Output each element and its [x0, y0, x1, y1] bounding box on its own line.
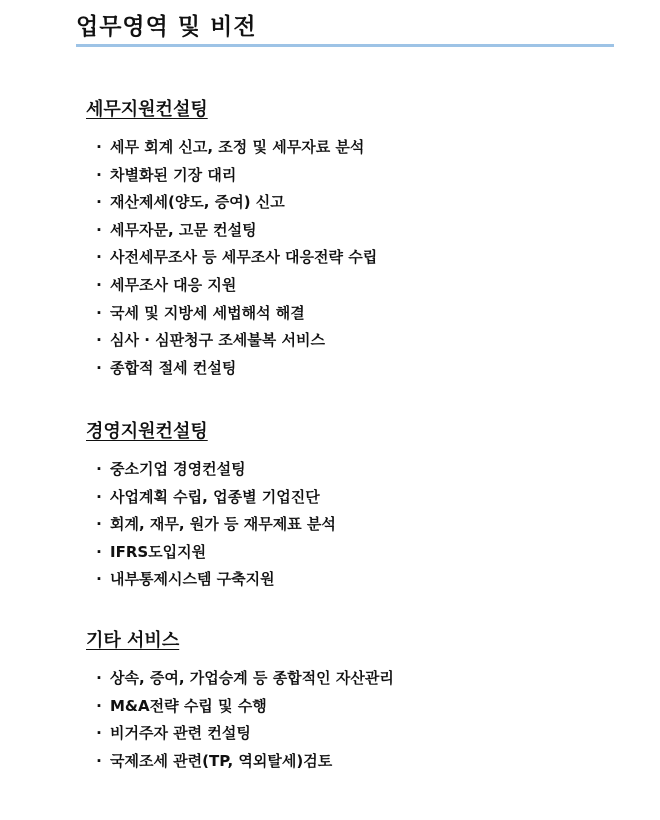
list-item-text: 사전세무조사 등 세무조사 대응전략 수립	[110, 248, 378, 267]
list-item	[86, 566, 626, 594]
service-list	[86, 134, 626, 382]
list-item	[86, 162, 626, 190]
service-list	[86, 456, 626, 594]
list-item	[86, 272, 626, 300]
list-item-text: 상속, 증여, 가업승계 등 종합적인 자산관리	[110, 669, 394, 687]
service-list	[86, 665, 626, 775]
list-item	[86, 539, 626, 567]
section-management-consulting	[86, 418, 626, 594]
section-heading: 세무지원컨설팅	[86, 99, 208, 120]
list-item-text: 내부통제시스템 구축지원	[110, 570, 275, 589]
list-item	[86, 327, 626, 355]
list-item-text: 회계, 재무, 원가 등 재무제표 분석	[110, 515, 336, 534]
bullet-icon: ·	[96, 487, 102, 506]
bullet-icon: ·	[96, 303, 102, 322]
bullet-icon: ·	[96, 751, 102, 770]
section-heading: 경영지원컨설팅	[86, 421, 208, 442]
title-divider	[76, 44, 614, 47]
list-item	[86, 244, 626, 272]
list-item	[86, 665, 626, 693]
list-item	[86, 355, 626, 383]
list-item	[86, 693, 626, 721]
bullet-icon: ·	[96, 220, 102, 239]
list-item-text: 세무자문, 고문 컨설팅	[110, 220, 257, 239]
list-item-text: 재산제세(양도, 증여) 신고	[110, 193, 285, 212]
list-item-text: 국제조세 관련(TP, 역외탈세)검토	[110, 751, 333, 770]
list-item-text: 국세 및 지방세 세법해석 해결	[110, 303, 305, 322]
list-item	[86, 134, 626, 162]
bullet-icon: ·	[96, 165, 102, 184]
list-item-text: 비거주자 관련 컨설팅	[110, 724, 251, 743]
bullet-icon: ·	[96, 193, 102, 212]
list-item	[86, 748, 626, 776]
list-item	[86, 720, 626, 748]
list-item	[86, 511, 626, 539]
bullet-icon: ·	[96, 542, 102, 561]
list-item-text: 종합적 절세 컨설팅	[110, 358, 237, 377]
bullet-icon: ·	[96, 669, 102, 687]
list-item	[86, 300, 626, 328]
list-item-text: 중소기업 경영컨설팅	[110, 460, 246, 478]
bullet-icon: ·	[96, 358, 102, 377]
bullet-icon: ·	[96, 696, 102, 715]
list-item-text: 세무조사 대응 지원	[110, 275, 237, 294]
list-item	[86, 217, 626, 245]
section-heading: 기타 서비스	[86, 630, 180, 651]
list-item	[86, 484, 626, 512]
bullet-icon: ·	[96, 248, 102, 267]
list-item	[86, 189, 626, 217]
list-item-text: 차별화된 기장 대리	[110, 165, 237, 184]
list-item	[86, 456, 626, 484]
bullet-icon: ·	[96, 138, 102, 156]
bullet-icon: ·	[96, 515, 102, 534]
list-item-text: 사업계획 수립, 업종별 기업진단	[110, 487, 320, 506]
bullet-icon: ·	[96, 275, 102, 294]
list-item-text: 세무 회계 신고, 조정 및 세무자료 분석	[110, 138, 365, 156]
list-item-text: IFRS도입지원	[110, 542, 207, 561]
list-item-text: 심사 · 심판청구 조세불복 서비스	[110, 331, 325, 350]
section-other-services	[86, 627, 626, 775]
bullet-icon: ·	[96, 724, 102, 743]
bullet-icon: ·	[96, 570, 102, 589]
section-tax-consulting	[86, 96, 626, 382]
page-title: 업무영역 및 비전	[76, 14, 257, 40]
bullet-icon: ·	[96, 460, 102, 478]
bullet-icon: ·	[96, 331, 102, 350]
list-item-text: M&A전략 수립 및 수행	[110, 696, 267, 715]
